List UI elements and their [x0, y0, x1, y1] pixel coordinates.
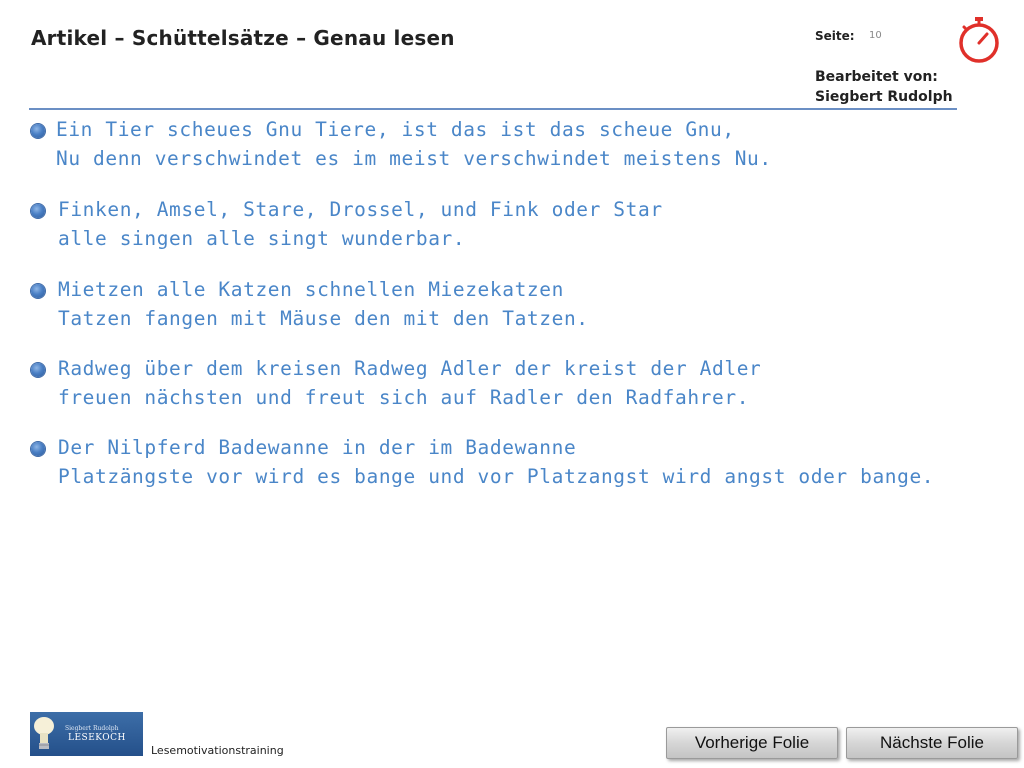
logo-author: Siegbert Rudolph	[65, 725, 119, 732]
sentence-line: Mietzen alle Katzen schnellen Miezekatzen	[58, 278, 564, 301]
page-number: 10	[869, 30, 882, 41]
logo-brand: LESEKOCH	[68, 733, 126, 743]
page-label: Seite:	[815, 29, 855, 43]
sentence-line: Finken, Amsel, Stare, Drossel, und Fink oder Star	[58, 198, 663, 221]
sentence-line: Nu denn verschwindet es im meist verschwindet meistens Nu.	[56, 147, 772, 170]
bullet-icon	[31, 124, 45, 138]
next-slide-button[interactable]: Nächste Folie	[846, 727, 1018, 759]
editor-label: Bearbeitet von:	[815, 69, 938, 85]
bullet-icon	[31, 204, 45, 218]
bullet-icon	[31, 363, 45, 377]
sentence-line: Ein Tier scheues Gnu Tiere, ist das ist das scheue Gnu,	[56, 118, 735, 141]
lightbulb-logo-icon	[30, 712, 70, 756]
sentence-line: Platzängste vor wird es bange und vor Platzangst wird angst oder bange.	[58, 465, 935, 488]
bullet-icon	[31, 284, 45, 298]
sentence-line: freuen nächsten und freut sich auf Radler den Radfahrer.	[58, 386, 750, 409]
editor-name: Siegbert Rudolph	[815, 89, 953, 105]
sentence-line: Tatzen fangen mit Mäuse den mit den Tatzen.	[58, 307, 589, 330]
bullet-icon	[31, 442, 45, 456]
header-divider	[29, 108, 957, 110]
stopwatch-icon[interactable]	[956, 15, 1002, 63]
sentence-line: Der Nilpferd Badewanne in der im Badewanne	[58, 436, 577, 459]
stopwatch-crown	[975, 17, 983, 21]
sentence-line: Radweg über dem kreisen Radweg Adler der kreist der Adler	[58, 357, 762, 380]
page-title: Artikel – Schüttelsätze – Genau lesen	[31, 26, 455, 50]
sentence-line: alle singen alle singt wunderbar.	[58, 227, 466, 250]
previous-slide-button[interactable]: Vorherige Folie	[666, 727, 838, 759]
footer-label: Lesemotivationstraining	[151, 744, 284, 757]
leseskoch-logo	[30, 712, 143, 756]
